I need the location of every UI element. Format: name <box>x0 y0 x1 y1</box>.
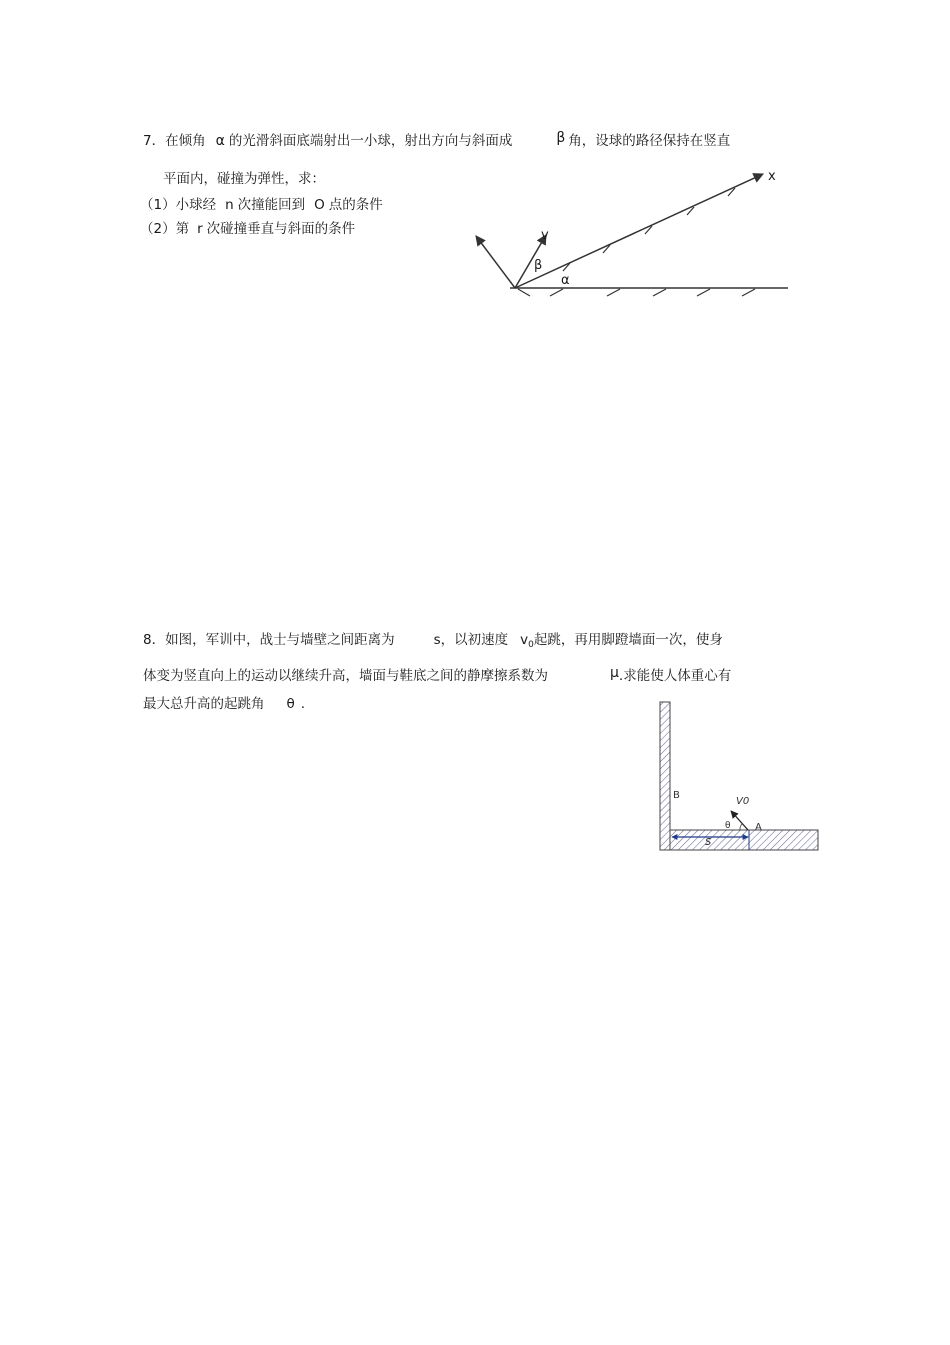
question-2-prefix: （2）第 <box>140 221 190 237</box>
question-2-tail: 次碰撞垂直与斜面的条件 <box>206 221 356 237</box>
beta-symbol: β <box>556 130 566 146</box>
incline-diagram <box>470 165 790 305</box>
problem-8-line-2-prefix: 体变为竖直向上的运动以继续升高，墙面与鞋底之间的静摩擦系数为 <box>143 668 548 684</box>
problem-8-line-1 <box>143 631 723 654</box>
question-1-prefix: （1）小球经 <box>140 197 217 213</box>
problem-8-line-1-tail: 起跳，再用脚蹬墙面一次，使身 <box>533 632 723 648</box>
v0-symbol: $v_0$ <box>520 632 534 650</box>
wall-point-b-label: B <box>673 790 680 801</box>
problem-8-line-3-prefix: 最大总升高的起跳角 <box>143 696 265 712</box>
problem-7-question-2 <box>140 220 355 238</box>
v0-label: V0 <box>736 796 750 807</box>
normal-arrow <box>476 236 515 288</box>
problem-7-question-1 <box>140 196 383 214</box>
problem-7-line-1-tail: 角，设球的路径保持在竖直 <box>568 133 731 149</box>
problem-8-line-1-middle: ，以初速度 <box>440 632 509 648</box>
wall-jump-diagram <box>658 700 823 855</box>
mu-symbol: μ <box>610 665 619 681</box>
problem-8-line-1-prefix: 8．如图，军训中，战士与墙壁之间距离为 <box>143 632 395 648</box>
beta-angle-label: β <box>534 258 543 273</box>
point-a-label: A <box>755 822 762 833</box>
problem-7-line-2: 平面内，碰撞为弹性，求： <box>163 171 325 187</box>
x-axis-label: x <box>768 169 776 184</box>
ground-hatching <box>518 289 755 296</box>
s-label: s <box>705 834 712 848</box>
theta-symbol: θ <box>286 696 295 712</box>
alpha-symbol: α <box>215 133 225 149</box>
question-1-middle: 次撞能回到 <box>237 197 306 213</box>
incline-axis-x <box>515 174 763 288</box>
problem-7-number-text: 7．在倾角 <box>143 133 206 149</box>
floor <box>670 830 818 850</box>
n-variable: n <box>225 197 234 213</box>
s-variable: s <box>433 632 441 648</box>
theta-arc <box>740 824 742 830</box>
o-point-label: O <box>314 197 325 213</box>
launch-velocity-arrow <box>731 811 748 830</box>
v-label: v <box>541 228 549 243</box>
alpha-angle-label: α <box>561 273 570 288</box>
problem-8-line-2 <box>143 667 731 685</box>
problem-8-line-3 <box>143 695 305 713</box>
theta-label: θ <box>725 821 731 831</box>
r-variable: r <box>197 221 203 237</box>
incline-hatching <box>563 188 735 271</box>
problem-7-line-1-middle: 的光滑斜面底端射出一小球，射出方向与斜面成 <box>228 133 513 149</box>
question-1-tail: 点的条件 <box>328 197 383 213</box>
wall <box>660 702 670 850</box>
problem-8-line-3-tail: . <box>300 696 306 712</box>
problem-7-line-1 <box>143 132 730 150</box>
problem-8-line-2-tail: .求能使人体重心有 <box>618 668 732 684</box>
